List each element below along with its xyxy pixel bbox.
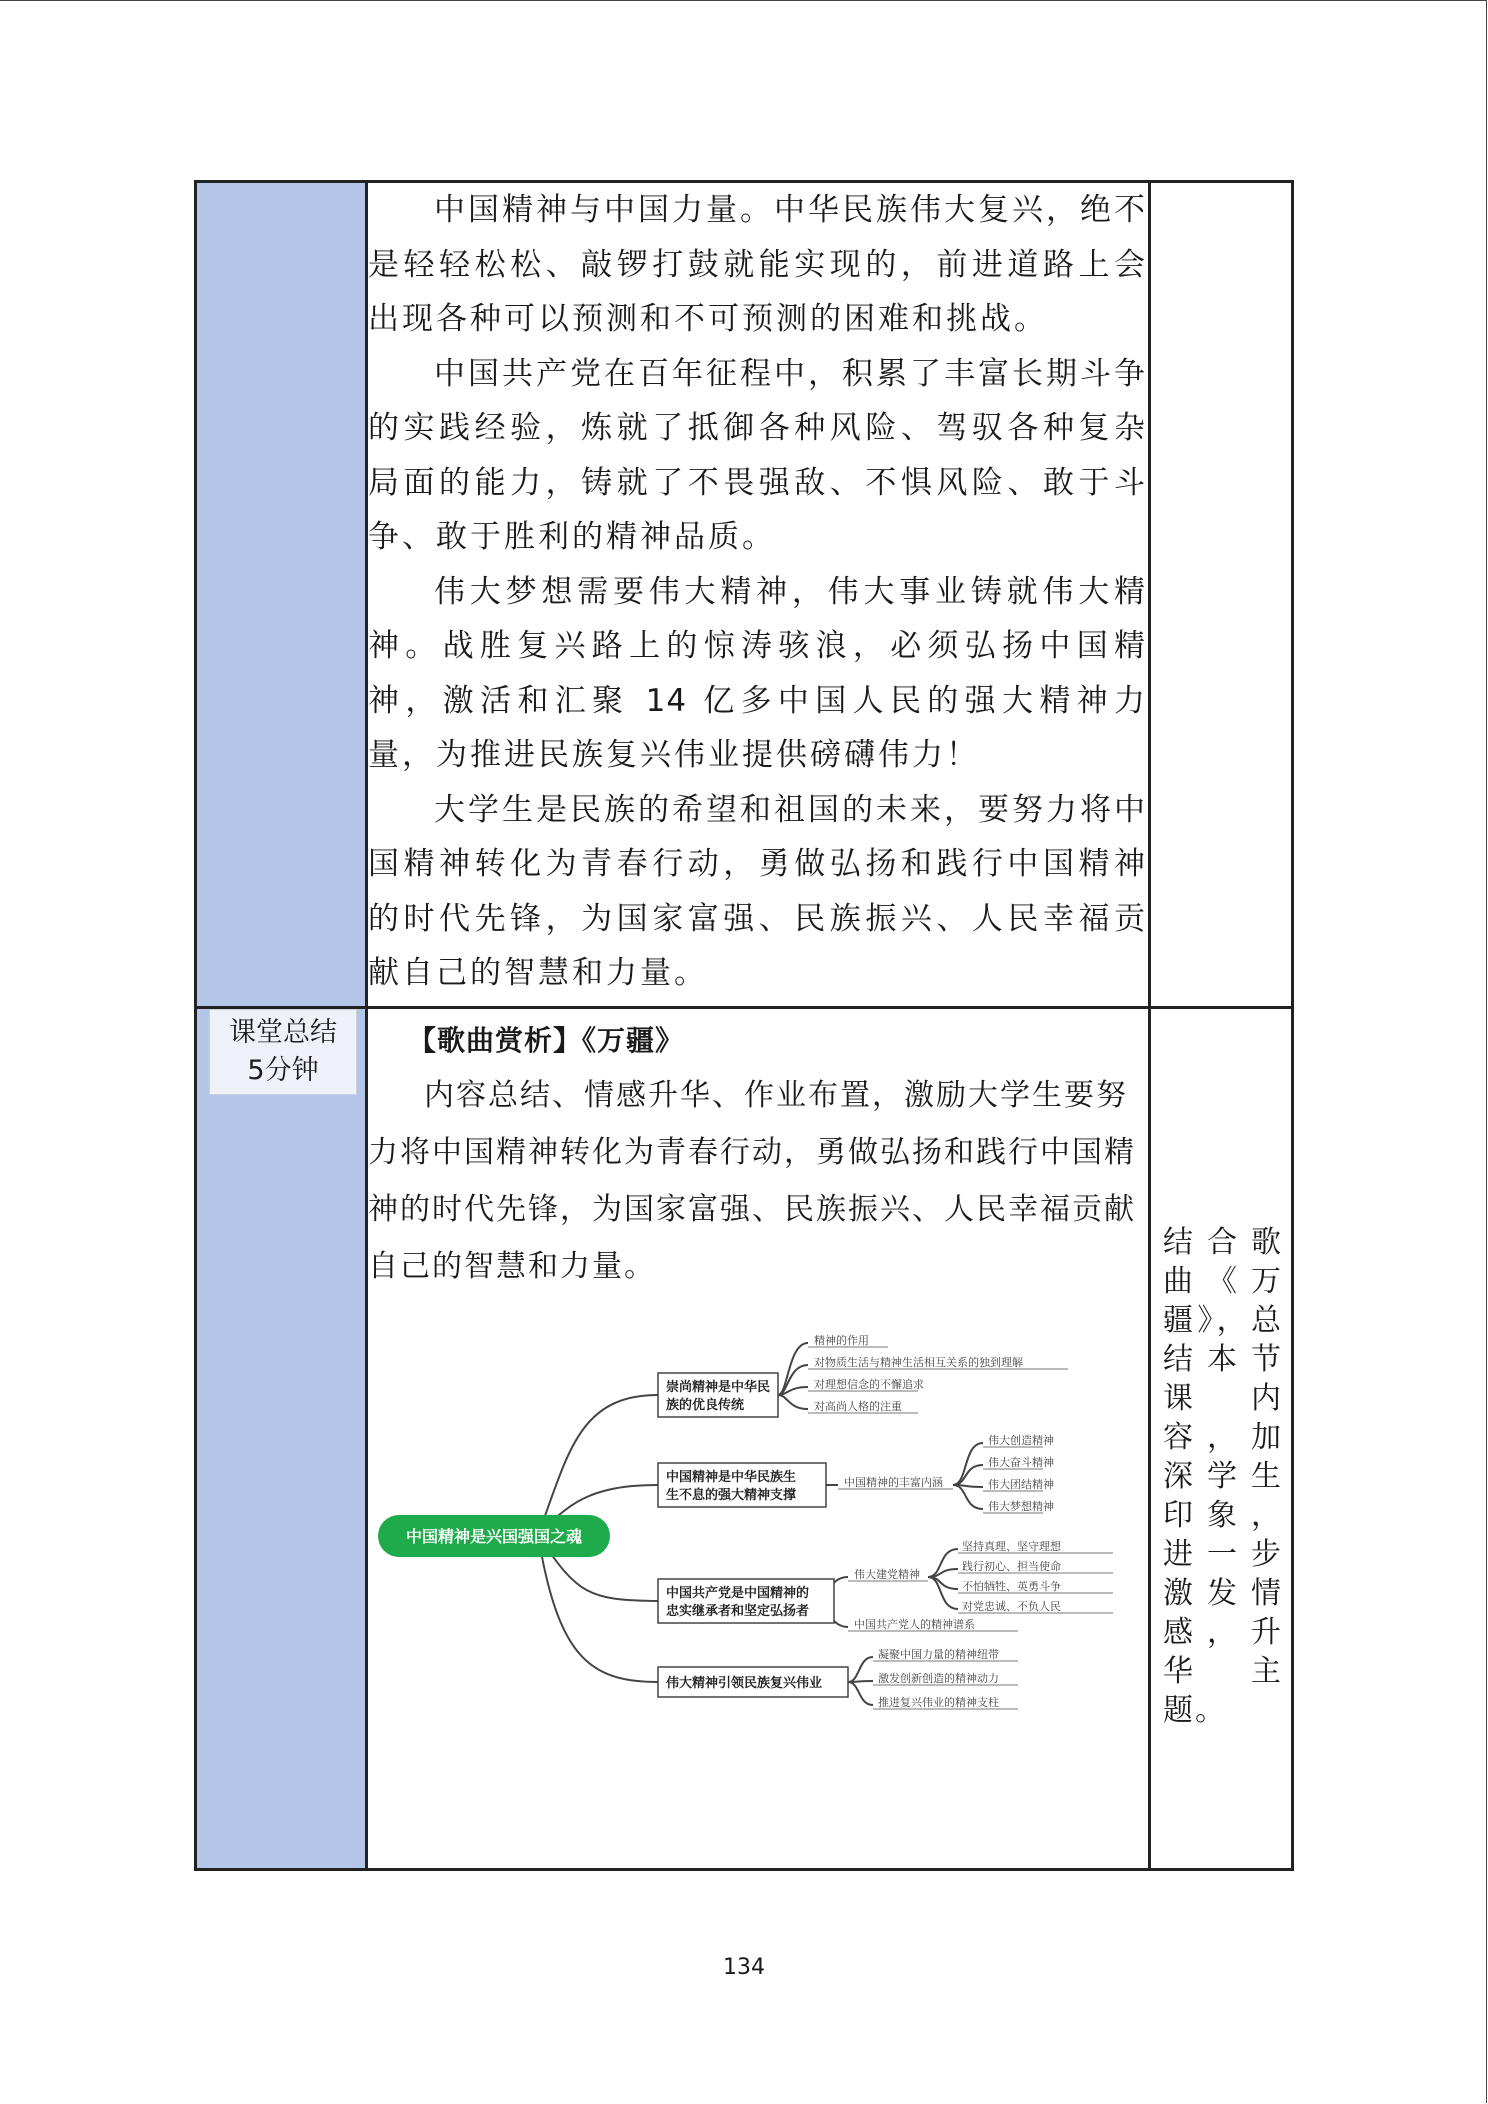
- summary-paragraph: 内容总结、情感升华、作业布置，激励大学生要努力将中国精神转化为青春行动，勇做弘扬和践行中国精神的时代先锋，为国家富强、民族振兴、人民幸福贡献自己的智慧和力量。: [368, 1078, 1136, 1284]
- stage-name: 课堂总结: [229, 1017, 337, 1048]
- branch-label: 崇尚精神是中华民: [666, 1380, 771, 1395]
- lesson-plan-table: [194, 180, 1294, 1871]
- leaf-label: 坚持真理、坚守理想: [962, 1540, 1061, 1553]
- mind-map-branch: [658, 1667, 848, 1697]
- teaching-note: 结合歌曲《万疆》，总结本节课内容，加深学生印象，进一步激发情感，升华主题。: [1163, 1225, 1283, 1728]
- mind-map-root: [378, 1515, 610, 1557]
- branch-label: 中国精神是中华民族生: [666, 1470, 797, 1485]
- mind-map: [368, 1335, 1128, 1785]
- mind-map-branch: [658, 1373, 778, 1417]
- leaf-label: 对物质生活与精神生活相互关系的独到理解: [814, 1356, 1023, 1369]
- paragraph: 大学生是民族的希望和祖国的未来，要努力将中国精神转化为青春行动，勇做弘扬和践行中国精神的时代先锋，为国家富强、民族振兴、人民幸福贡献自己的智慧和力量。: [368, 791, 1148, 991]
- mid-label: 中国精神的丰富内涵: [844, 1476, 943, 1489]
- mind-map-branch: [658, 1463, 826, 1507]
- mid-label: 伟大建党精神: [854, 1568, 920, 1581]
- stage-duration: 5分钟: [247, 1055, 319, 1086]
- paragraph: 中国精神与中国力量。中华民族伟大复兴，绝不是轻轻松松、敲锣打鼓就能实现的，前进道路上会出现各种可以预测和不可预测的困难和挑战。: [368, 192, 1148, 337]
- paragraph-text: 伟大梦想需要伟大精神，伟大事业铸就伟大精神。战胜复兴路上的惊涛骇浪，必须弘扬中国精神，激活和汇聚: [368, 573, 1148, 719]
- mind-map-branch: [658, 1579, 834, 1623]
- leaf-label: 伟大团结精神: [988, 1478, 1054, 1491]
- paragraph-text: 亿多中国人民的强大精神力量，为推进民族复兴伟业提供磅礴伟力！: [368, 682, 1149, 773]
- leaf-label: 对党忠诚、不负人民: [962, 1600, 1061, 1613]
- leaf-label: 伟大奋斗精神: [988, 1456, 1054, 1469]
- paragraph: 中国共产党在百年征程中，积累了丰富长期斗争的实践经验，炼就了抵御各种风险、驾驭各种复杂局面的能力，铸就了不畏强敌、不惧风险、敢于斗争、敢于胜利的精神品质。: [368, 355, 1148, 555]
- leaf-label: 推进复兴伟业的精神支柱: [878, 1696, 999, 1709]
- table-row: [196, 182, 1293, 1008]
- leaf-label: 不怕牺牲、英勇斗争: [962, 1580, 1061, 1593]
- leaf-label: 践行初心、担当使命: [962, 1560, 1061, 1573]
- content-cell: [367, 182, 1150, 1008]
- page-number: 134: [723, 1955, 765, 1980]
- note-cell-empty: [1150, 182, 1293, 1008]
- stage-label: [209, 1009, 357, 1095]
- leaf-label: 凝聚中国力量的精神纽带: [878, 1648, 999, 1661]
- paragraph: [368, 565, 1148, 783]
- branch-label: 伟大精神引领民族复兴伟业: [666, 1676, 823, 1691]
- leaf-label: 伟大梦想精神: [988, 1500, 1054, 1513]
- leaf-label: 激发创新创造的精神动力: [878, 1672, 999, 1685]
- table-row: [196, 1008, 1293, 1870]
- branch-label: 中国共产党是中国精神的: [666, 1586, 810, 1601]
- content-cell: [367, 1008, 1150, 1870]
- branch-label: 族的优良传统: [666, 1398, 745, 1413]
- note-cell: [1150, 1008, 1293, 1870]
- root-label: 中国精神是兴国强国之魂: [405, 1527, 583, 1546]
- branch-label: 生不息的强大精神支撑: [666, 1488, 797, 1503]
- branch-label: 忠实继承者和坚定弘扬者: [666, 1604, 810, 1619]
- mid-label: 中国共产党人的精神谱系: [854, 1618, 975, 1631]
- stage-cell-empty: [196, 182, 367, 1008]
- song-title: 【歌曲赏析】《万疆》: [408, 1024, 685, 1057]
- paragraph-number: 14: [645, 682, 688, 719]
- leaf-label: 伟大创造精神: [988, 1434, 1054, 1447]
- leaf-label: 对理想信念的不懈追求: [814, 1378, 924, 1391]
- leaf-label: 对高尚人格的注重: [814, 1400, 902, 1413]
- leaf-label: 精神的作用: [814, 1335, 869, 1347]
- stage-cell: [196, 1008, 367, 1870]
